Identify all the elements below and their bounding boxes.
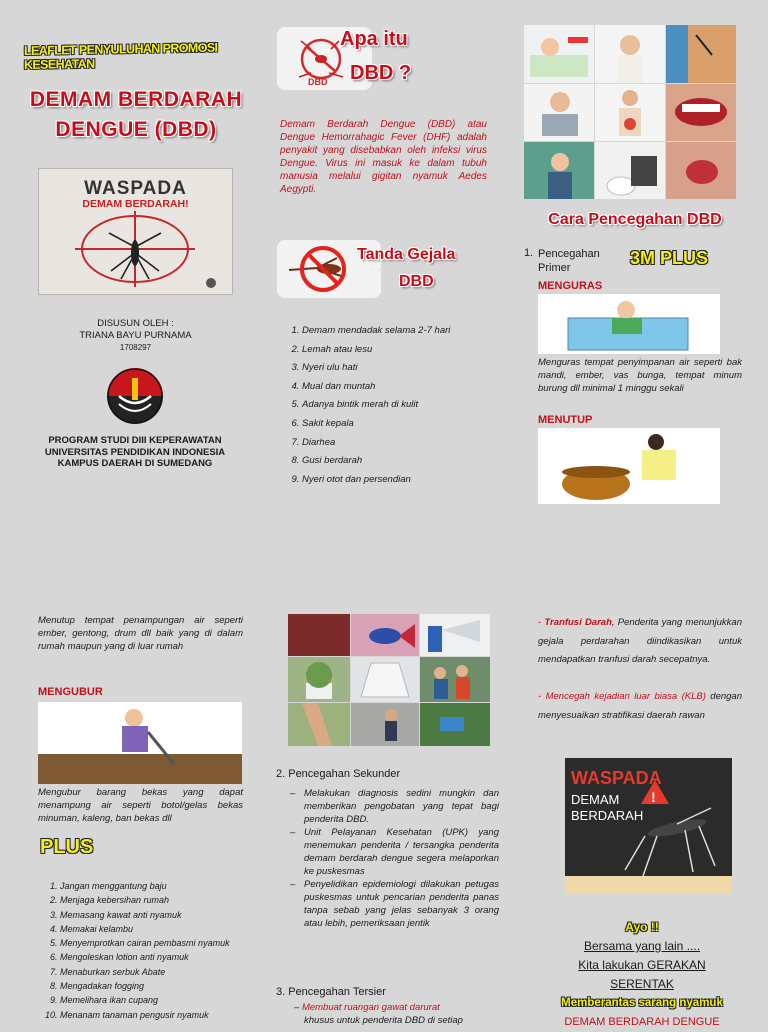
serentak-text: SERENTAK [610,977,674,991]
gejala-title-line2: DBD [399,273,434,290]
mengubur-illustration [38,702,242,784]
tersier-title: 3. Pencegahan Tersier [276,986,386,998]
tranfusi-red: Tranfusi Darah [544,617,612,628]
tersier-rest-text: khusus untuk penderita DBD di setiap [304,1015,463,1026]
photo-hanging-clothes [288,614,350,656]
photo-headache [595,25,665,83]
svg-text:DBD: DBD [308,77,328,87]
mosquito-target-icon [39,209,232,289]
symptom-list [280,322,517,489]
mengubur-text: Mengubur barang bekas yang dapat menampung air seperti botol/gelas bekas minuman, kaleng, ban bekas dll [38,787,243,824]
tranfusi-bullet: - [538,617,545,628]
waspada-subtitle: DEMAM BERDARAH! [82,198,189,210]
symptom-item: 9. Nyeri otot dan persendian [302,471,517,490]
tersier-red-text: Membuat ruangan gawat darurat [301,1002,440,1013]
institution-line2: UNIVERSITAS PENDIDIKAN INDONESIA [44,446,226,458]
photo-gums [666,84,736,141]
menguras-illustration [538,294,720,354]
plus-item: 7. Menaburkan serbuk Abate [60,965,270,979]
plus-item: 9. Memelihara ikan cupang [60,993,270,1007]
institution-line1: PROGRAM STUDI DIII KEPERAWATAN [48,435,222,446]
menguras-text: Menguras tempat penyimpanan air seperti bak mandi, ember, vas bunga, tempat minum burung dll minimal 1 minggu sekali [538,357,742,394]
poster2-line2: DEMAM [571,792,620,807]
sekunder-list [284,787,499,930]
warning-mosquito-icon [565,758,732,894]
photo-betta-fish [351,614,419,656]
author-nim: 1708297 [119,343,152,352]
sekunder-item: – Penyelidikan epidemiologi dilakukan petugas puskesmas untuk pencarian penderita panas tanpa sebab yang jelas sebanyak 3 orang atau lebih, pemeriksaan jentik [294,878,499,930]
closing-block [520,918,764,1032]
plus-item: 1. Jangan menggantung baju [60,879,270,893]
photo-abate [351,703,419,746]
symptom-photo-grid [524,25,736,199]
symptom-item: 2. Lemah atau lesu [302,341,517,360]
symptom-item: 3. Nyeri ulu hati [302,359,517,378]
institution-line3: KAMPUS DAERAH DI SUMEDANG [57,458,213,469]
klb-bullet: - [538,691,546,702]
primer-label: Pencegahan Primer [538,248,600,274]
photo-joint-pain [666,142,736,199]
plus-item: 10. Menanam tanaman pengusir nyamuk [60,1008,270,1022]
institution-block [24,435,246,470]
plus-item: 6. Mengoleskan lotion anti nyamuk [60,950,270,964]
sekunder-item: – Unit Pelayanan Kesehatan (UPK) yang menemukan penderita / tersangka penderita demam berdarah dengue segera melaporkan ke puskesmas [294,826,499,878]
apa-itu-title-line1: Apa itu [340,28,408,50]
photo-fogging [420,703,490,746]
sekunder-title: 2. Pencegahan Sekunder [276,768,401,780]
plus-item: 3. Memasang kawat anti nyamuk [60,908,270,922]
symptom-item: 4. Mual dan muntah [302,378,517,397]
photo-nausea [524,142,594,199]
klb-rest: dengan menyesuaikan stratifikasi daerah rawan [538,691,742,721]
bersama-text: Bersama yang lain .... [583,939,701,953]
main-title-line2: DENGUE (DBD) [55,118,217,141]
sekunder-item: – Melakukan diagnosis sedini mungkin dan memberikan pengobatan yang tepat bagi penderita DBD. [294,787,499,826]
symptom-item: 5. Adanya bintik merah di kulit [302,396,517,415]
menutup-text: Menutup tempat penampungan air seperti ember, gentong, drum dll baik yang di dalam rumah maupun yang di luar rumah [38,615,243,652]
plus-item: 8. Mengadakan fogging [60,979,270,993]
author-name: TRIANA BAYU PURNAMA [79,330,192,341]
photo-plant [288,657,350,702]
plus-photo-grid [288,614,490,746]
main-title-line1: DEMAM BERDARAH [29,88,243,111]
kita-text: Kita lakukan GERAKAN [578,958,706,972]
photo-sick-in-bed [524,25,594,83]
dbd-definition: Demam Berdarah Dengue (DBD) atau Dengue Hemorrahagic Fever (DHF) adalah penyakit yang disebabkan oleh infeksi virus Dengue. Virus ini masuk ke dalam tubuh manusia melalui gigitan nyamuk Aedes Aegypti. [280,119,487,195]
photo-mosquito-net [351,657,419,702]
plus-title: PLUS [40,836,94,858]
tranfusi-item [538,614,742,670]
menguras-label: MENGURAS [538,280,603,292]
plus-list [38,879,270,1022]
waspada-poster-2 [565,758,732,894]
gejala-title-line1: Tanda Gejala [357,246,456,263]
plus-item: 5. Menyemprotkan cairan pembasmi nyamuk [60,936,270,950]
waspada-title: WASPADA [84,178,187,199]
mengubur-label: MENGUBUR [38,686,103,698]
upi-logo [105,366,165,426]
menutup-label: MENUTUP [538,414,593,426]
symptom-item: 7. Diarhea [302,434,517,453]
tersier-item [294,1001,490,1027]
tersier-dash: – [294,1002,302,1013]
waspada-poster [38,168,233,295]
author-label: DISUSUN OLEH : [97,318,174,329]
ayo-text: Ayo !! [625,920,659,934]
photo-weak [524,84,594,141]
symptom-item: 6. Sakit kepala [302,415,517,434]
plus-item: 4. Memakai kelambu [60,922,270,936]
photo-lotion-leg [288,703,350,746]
photo-vomit [595,142,665,199]
primer-number: 1. [524,247,534,259]
cara-pencegahan-title: Cara Pencegahan DBD [548,211,722,228]
memberantas-text: Memberantas sarang nyamuk [561,997,723,1009]
three-m-plus-title: 3M PLUS [630,248,709,268]
plus-item: 2. Menjaga kebersihan rumah [60,893,270,907]
photo-spray [420,614,490,656]
klb-red: Mencegah kejadian luar biasa (KLB) [545,691,706,702]
photo-mosquito-skin [666,25,736,83]
author-block [38,318,233,354]
klb-item [538,688,742,725]
symptom-item: 8. Gusi berdarah [302,452,517,471]
poster2-line1: WASPADA [571,768,662,788]
svg-text:!: ! [651,789,656,805]
tranfusi-rest: , Penderita yang menunjukkan gejala perdarahan diindikasikan untuk mendapatkan tranfusi darah secepatnya. [538,617,742,665]
symptom-item: 1. Demam mendadak selama 2-7 hari [302,322,517,341]
photo-cleaning-team [420,657,490,702]
apa-itu-title-line2: DBD ? [350,62,412,84]
menutup-illustration [538,428,720,504]
poster2-line3: BERDARAH [571,808,644,823]
photo-stomach-pain [595,84,665,141]
leaflet-title: LEAFLET PENYULUHAN PROMOSI KESEHATAN [24,40,218,72]
dbd-footer-text: DEMAM BERDARAH DENGUE [564,1016,720,1028]
